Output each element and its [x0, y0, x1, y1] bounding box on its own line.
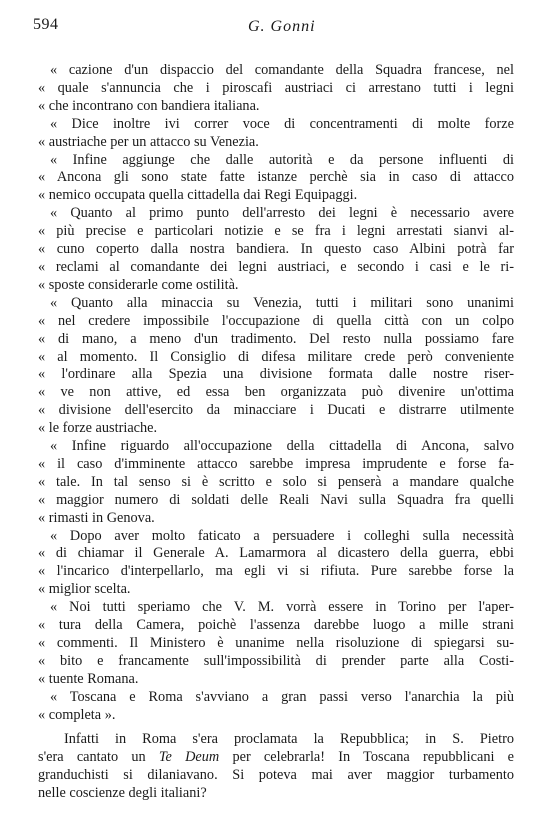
- text-line: « ve non attive, ed essa ben organizzata può divenire un'ottima: [38, 384, 514, 401]
- text-line: « le forze austriache.: [38, 420, 158, 437]
- text-line: « austriache per un attacco su Venezia.: [38, 133, 259, 150]
- running-title: G. Gonni: [248, 18, 316, 35]
- text-line: « di chiamar il Generale A. Lamarmora al dicastero della guerra, ebbi: [38, 545, 514, 562]
- text-line: « che incontrano con bandiera italiana.: [38, 97, 260, 114]
- text-line: « Infine riguardo all'occupazione della cittadella di Ancona, salvo: [50, 438, 514, 455]
- text-line: « Ancona gli sono state fatte istanze perchè sia in caso di attacco: [38, 169, 514, 186]
- text-line: « cazione d'un dispaccio del comandante della Squadra francese, nel: [50, 62, 514, 78]
- italic-title: Te Deum: [158, 749, 220, 765]
- text-line: « al momento. Il Consiglio di difesa militare crede però conveniente: [38, 348, 514, 365]
- text-line: « rimasti in Genova.: [38, 509, 155, 526]
- text-line: « tuente Romana.: [38, 670, 139, 687]
- text-line: « Quanto al primo punto dell'arresto dei legni è necessario avere: [50, 205, 514, 222]
- text-line: « reclami al comandante dei legni austriaci, e secondo i casi e le ri-: [38, 258, 514, 275]
- text-line: « più precise e particolari notizie e se fra i legni arrestati sianvi al-: [38, 223, 514, 240]
- page-number: 594: [33, 16, 59, 33]
- text-line: « Quanto alla minaccia su Venezia, tutti i militari sono unanimi: [50, 294, 514, 311]
- text-line: « tura della Camera, poichè l'assenza darebbe luogo a mille strani: [38, 617, 514, 634]
- text-line: « l'incarico d'interpellarlo, ma egli vi si rifiuta. Pure sarebbe forse la: [38, 563, 514, 580]
- text-line: « Dopo aver molto faticato a persuadere i colleghi sulla necessità: [50, 527, 514, 544]
- text-line: « tale. In tal senso si è scritto e solo si penserà a mandare qualche: [38, 473, 514, 490]
- text-line: « di mano, a meno d'un tradimento. Del resto nulla possiamo fare: [38, 330, 514, 347]
- text-line: « Infine aggiunge che dalle autorità e da persone influenti di: [50, 151, 514, 168]
- text-line: « Toscana e Roma s'avviano a gran passi verso l'anarchia la più: [50, 688, 514, 705]
- text-fragment: s'era cantato un: [38, 749, 159, 765]
- text-line: « il caso d'imminente attacco sarebbe impresa imprudente e forse fa-: [38, 455, 514, 472]
- text-fragment: per celebrarla! In Toscana repubblicani e: [219, 749, 515, 765]
- text-line: granduchisti si dilaniavano. Si poteva mai aver maggior turbamento: [38, 767, 514, 783]
- text-line: nelle coscienze degli italiani?: [38, 785, 207, 801]
- quote-paragraph: [38, 152, 514, 206]
- text-line: « bito e francamente sull'impossibilità di prender parte alla Costi-: [38, 652, 514, 669]
- text-line: « l'ordinare alla Spezia una divisione formata dalle nostre riser-: [38, 366, 514, 383]
- text-line: « commenti. Il Ministero è unanime nella risoluzione di spiegarsi su-: [38, 635, 514, 651]
- text-line: « Dice inoltre ivi correr voce di concentramenti di molte forze: [50, 115, 514, 132]
- text-line: « cuno coperto dalla nostra bandiera. In questo caso Albini potrà far: [38, 241, 514, 258]
- quoted-dispatch: [38, 62, 514, 725]
- quote-paragraph: [38, 689, 514, 725]
- quote-paragraph: [38, 528, 514, 600]
- text-line: « miglior scelta.: [38, 581, 131, 598]
- text-line: « completa ».: [38, 706, 116, 723]
- text-line: « quale s'annuncia che i piroscafi austriaci ci arrestano tutti i legni: [38, 79, 514, 96]
- quote-paragraph: [38, 599, 514, 689]
- quote-paragraph: [38, 116, 514, 152]
- text-line: « Noi tutti speriamo che V. M. vorrà essere in Torino per l'aper-: [50, 599, 514, 616]
- quote-paragraph: [38, 295, 514, 438]
- page-header: [33, 16, 510, 40]
- text-line: « maggior numero di soldati delle Reali Navi sulla Squadra fra quelli: [38, 491, 514, 508]
- quote-paragraph: [38, 62, 514, 116]
- quote-paragraph: [38, 205, 514, 295]
- text-line: « nel credere impossibile l'occupazione di quella città con un colpo: [38, 312, 514, 329]
- text-line: Infatti in Roma s'era proclamata la Repubblica; in S. Pietro: [64, 731, 514, 747]
- text-line: « nemico occupata quella cittadella dai Regi Equipaggi.: [38, 187, 358, 204]
- text-line: [38, 748, 514, 766]
- text-line: « divisione dell'esercito da minacciare i Ducati e distrarre utilmente: [38, 402, 514, 419]
- closing-paragraph: [38, 730, 514, 802]
- text-line: « sposte considerarle come ostilità.: [38, 276, 239, 293]
- quote-paragraph: [38, 438, 514, 528]
